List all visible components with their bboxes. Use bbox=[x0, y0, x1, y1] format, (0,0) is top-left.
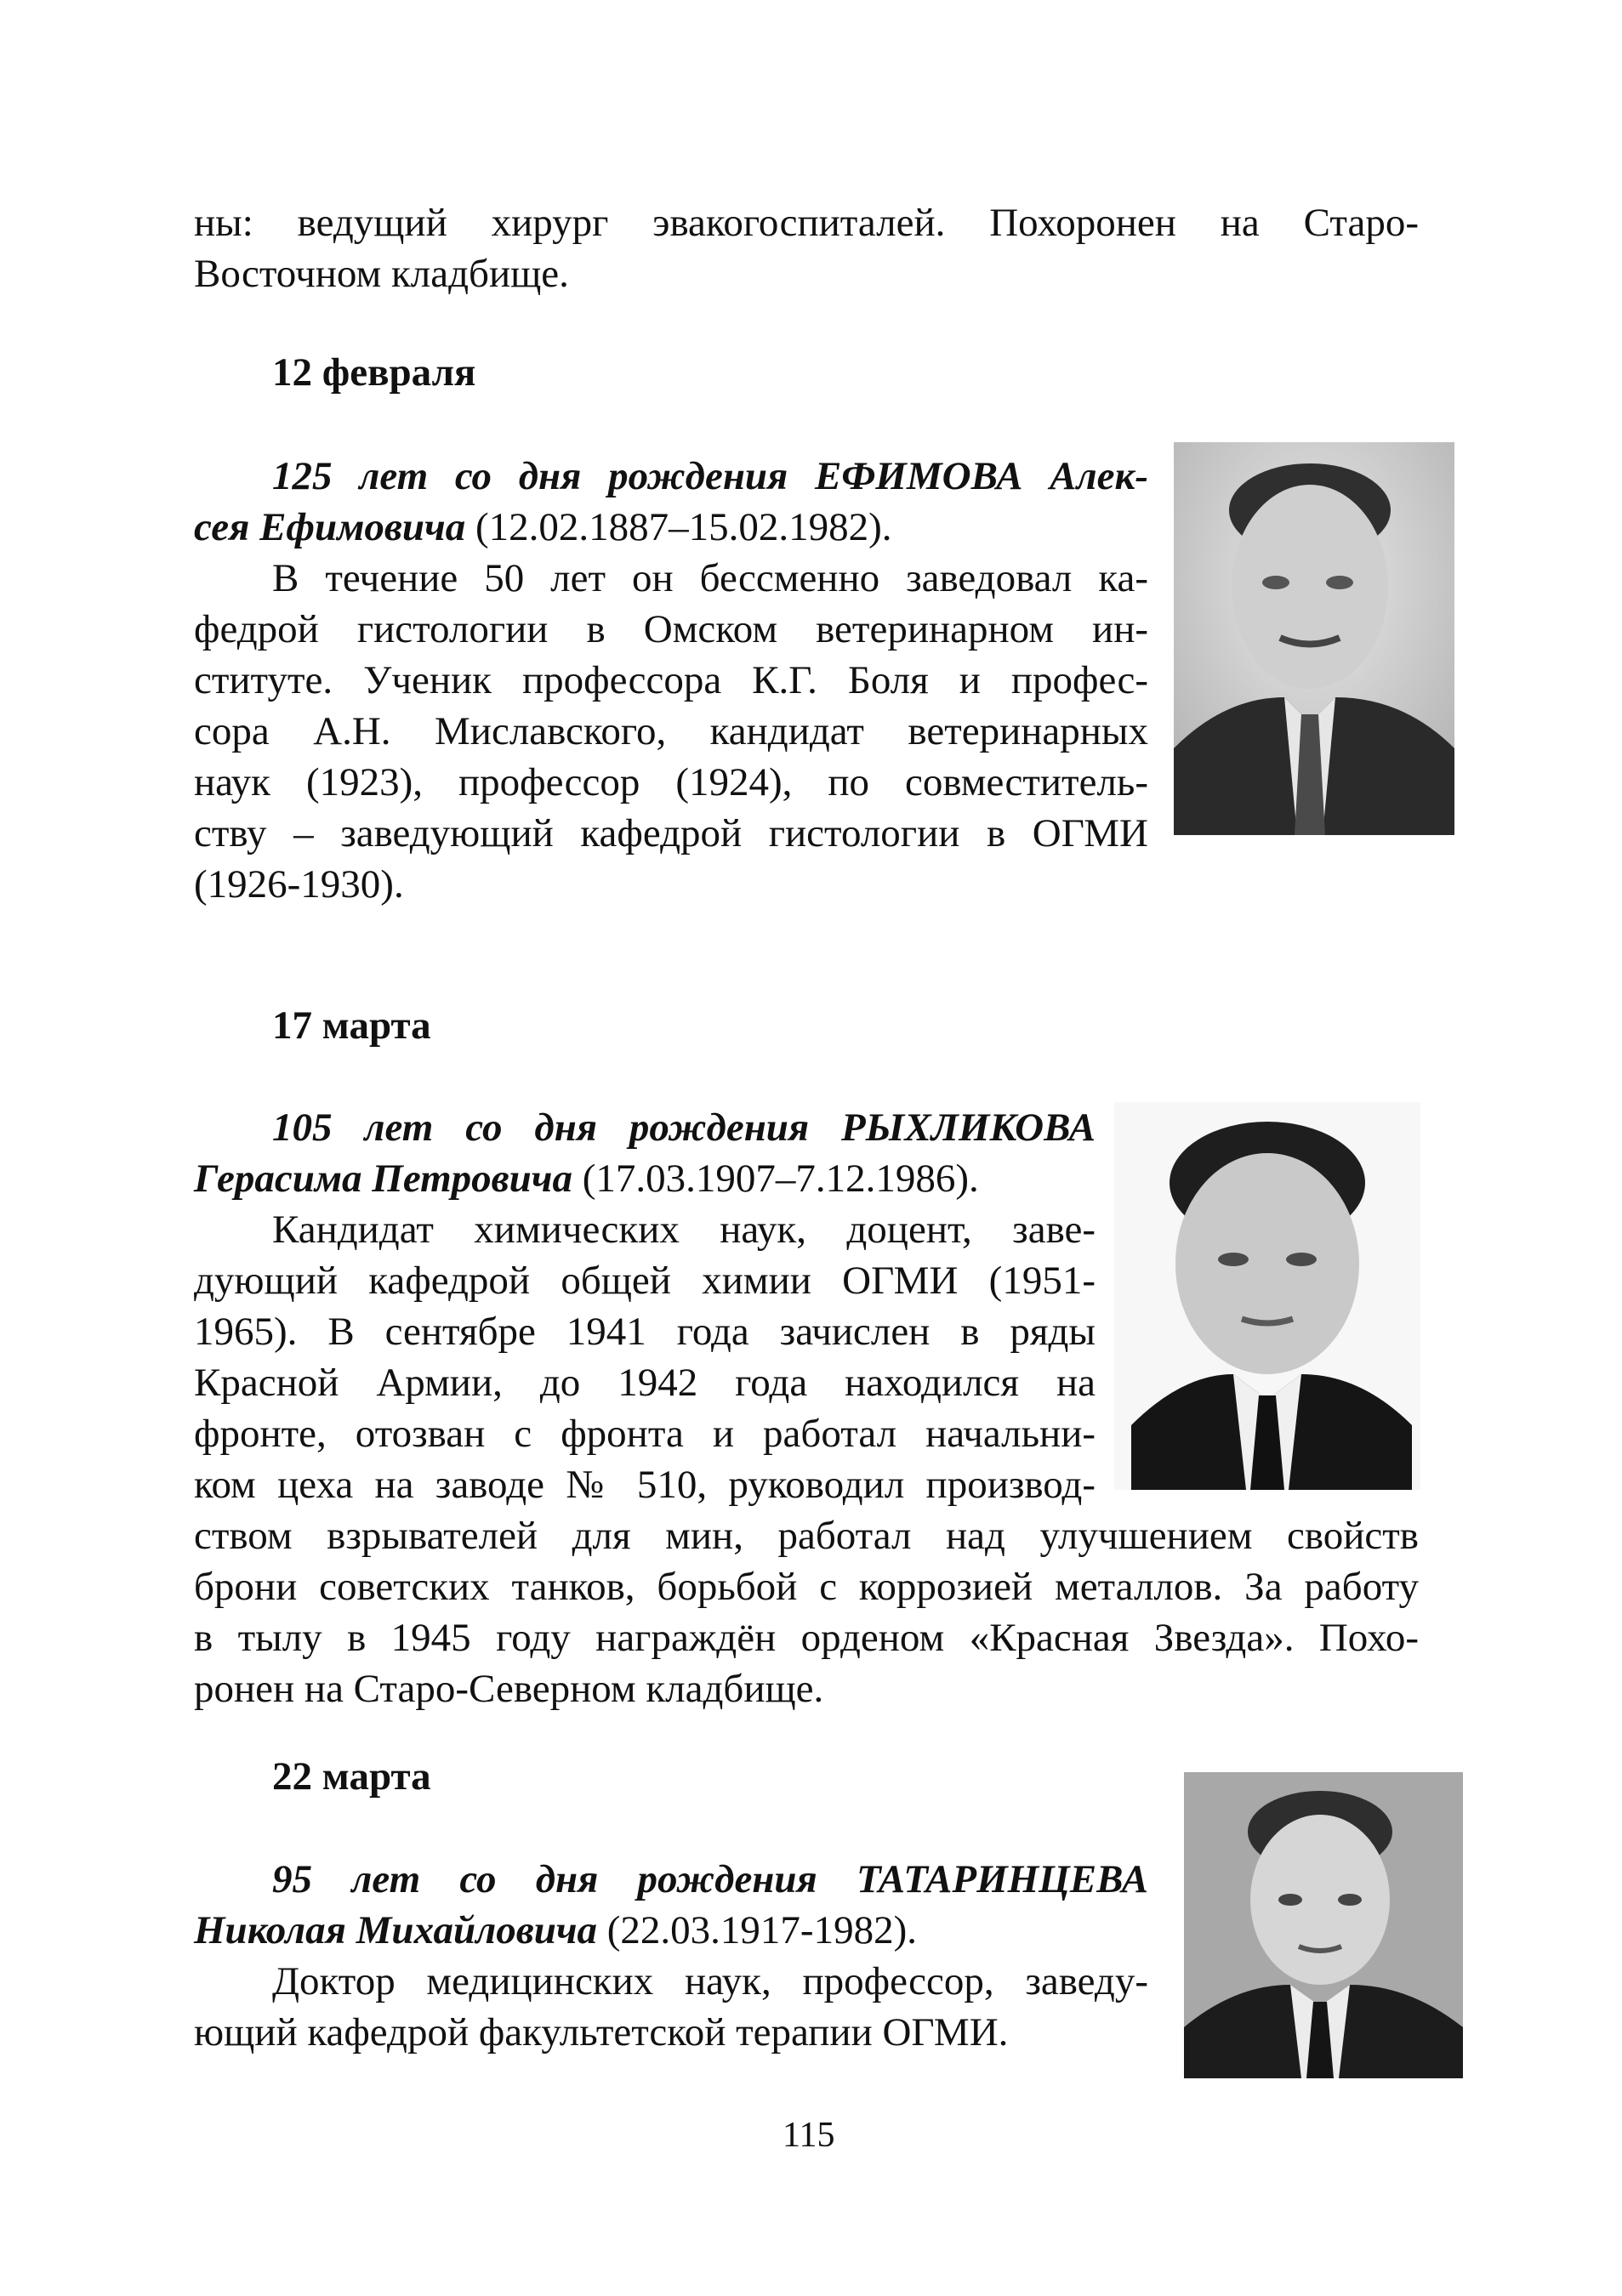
life-dates: (17.03.1907–7.12.1986). bbox=[572, 1157, 979, 1201]
entry-title-cont bbox=[194, 1905, 1148, 1956]
text-line: Красной Армии, до 1942 года находился на bbox=[194, 1361, 1096, 1405]
text-line: дующий кафедрой общей химии ОГМИ (1951- bbox=[194, 1259, 1096, 1303]
text-line: (1926-1930). bbox=[194, 862, 404, 906]
text-line: сора А.Н. Миславского, кандидат ветеринарных bbox=[194, 709, 1148, 753]
entry-title: 95 лет со дня рождения ТАТАРИНЦЕВА bbox=[272, 1857, 1148, 1901]
text-line: федрой гистологии в Омском ветеринарном ин- bbox=[194, 607, 1148, 651]
continued-paragraph bbox=[194, 197, 1419, 299]
person-name: Николая Михайловича bbox=[194, 1908, 598, 1952]
text-line: Доктор медицинских наук, профессор, заведу- bbox=[272, 1959, 1148, 2003]
portrait-photo bbox=[1114, 1102, 1420, 1490]
section-entry bbox=[194, 1854, 1148, 2058]
person-name: Герасима Петровича bbox=[194, 1157, 572, 1201]
section-date-heading: 22 марта bbox=[272, 1754, 431, 1799]
person-name: сея Ефимовича bbox=[194, 505, 466, 549]
life-dates: (22.03.1917-1982). bbox=[597, 1908, 917, 1952]
text-line: наук (1923), профессор (1924), по совместитель- bbox=[194, 760, 1148, 804]
entry-title: 125 лет со дня рождения ЕФИМОВА Алек- bbox=[272, 454, 1148, 498]
text-line: ронен на Старо-Северном кладбище. bbox=[194, 1667, 824, 1711]
section-entry bbox=[194, 451, 1148, 910]
text-line: Восточном кладбище. bbox=[194, 252, 569, 296]
text-line: 1965). В сентябре 1941 года зачислен в ряды bbox=[194, 1310, 1096, 1354]
portrait-photo bbox=[1174, 442, 1454, 835]
text-line: ком цеха на заводе № 510, руководил производ- bbox=[194, 1463, 1096, 1507]
life-dates: (12.02.1887–15.02.1982). bbox=[465, 505, 892, 549]
entry-title-cont bbox=[194, 502, 1148, 553]
text-line: ством взрывателей для мин, работал над улучшением свойств bbox=[194, 1514, 1419, 1558]
text-line: в тылу в 1945 году награждён орденом «Красная Звезда». Похо- bbox=[194, 1616, 1419, 1660]
section-date-heading: 12 февраля bbox=[272, 350, 476, 395]
text-line: ституте. Ученик профессора К.Г. Боля и профес- bbox=[194, 658, 1148, 702]
text-line: В течение 50 лет он бессменно заведовал ка- bbox=[272, 556, 1148, 600]
portrait-photo bbox=[1184, 1772, 1463, 2078]
text-line: ющий кафедрой факультетской терапии ОГМИ. bbox=[194, 2010, 1009, 2054]
text-line: фронте, отозван с фронта и работал начальни- bbox=[194, 1412, 1096, 1456]
entry-title: 105 лет со дня рождения РЫХЛИКОВА bbox=[272, 1105, 1096, 1150]
text-line: ны: ведущий хирург эвакогоспиталей. Похоронен на Старо- bbox=[194, 201, 1419, 245]
text-line: Кандидат химических наук, доцент, заве- bbox=[272, 1208, 1096, 1252]
text-line: ству – заведующий кафедрой гистологии в ОГМИ bbox=[194, 811, 1148, 855]
section-date-heading: 17 марта bbox=[272, 1003, 431, 1048]
page-number: 115 bbox=[783, 2116, 835, 2155]
text-line: брони советских танков, борьбой с коррозией металлов. За работу bbox=[194, 1565, 1419, 1609]
